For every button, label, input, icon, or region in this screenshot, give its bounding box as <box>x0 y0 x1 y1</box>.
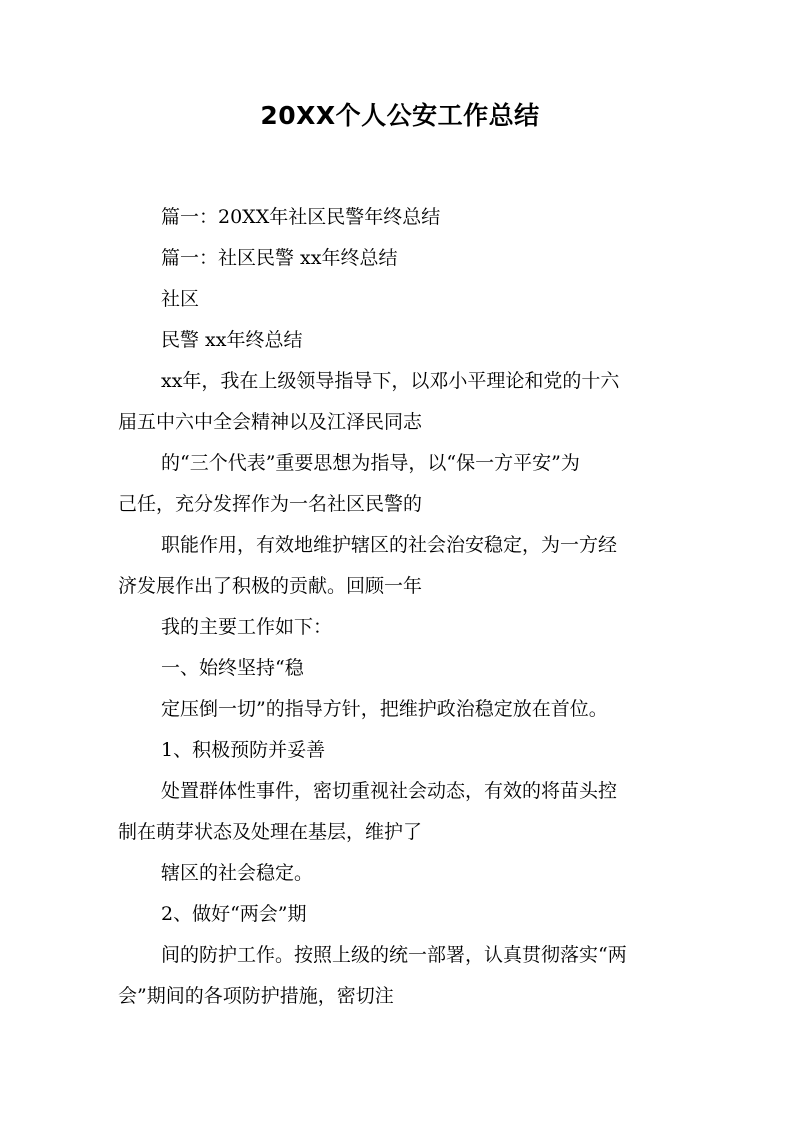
text-line: xx年，我在上级领导指导下，以邓小平理论和党的十六 <box>161 370 620 392</box>
text-line: 定压倒一切”的指导方针，把维护政治稳定放在首位。 <box>161 698 608 720</box>
text-line: 我的主要工作如下： <box>161 616 333 638</box>
text-line: 一、始终坚持“稳 <box>161 657 304 679</box>
text-line: 篇一：社区民警 xx年终总结 <box>161 247 398 269</box>
text-line: 篇一：20XX年社区民警年终总结 <box>161 206 441 228</box>
text-line: 制在萌芽状态及处理在基层，维护了 <box>118 821 423 843</box>
text-line: 职能作用，有效地维护辖区的社会治安稳定，为一方经 <box>161 534 618 556</box>
document-body <box>118 197 688 1017</box>
text-line: 1、积极预防并妥善 <box>161 739 326 761</box>
text-line: 2、做好“两会”期 <box>161 903 307 925</box>
text-line: 的“三个代表”重要思想为指导，以“保一方平安”为 <box>161 452 580 474</box>
document-title: 20XX个人公安工作总结 <box>260 101 540 130</box>
text-line: 济发展作出了积极的贡献。回顾一年 <box>118 575 423 597</box>
text-line: 处置群体性事件，密切重视社会动态，有效的将苗头控 <box>161 780 618 802</box>
text-line: 民警 xx年终总结 <box>161 329 303 351</box>
text-line: 社区 <box>161 288 200 310</box>
text-line: 间的防护工作。按照上级的统一部署，认真贯彻落实“两 <box>161 944 627 966</box>
text-line: 会”期间的各项防护措施，密切注 <box>118 985 394 1007</box>
text-line: 己任，充分发挥作为一名社区民警的 <box>118 493 423 515</box>
text-line: 辖区的社会稳定。 <box>161 862 314 884</box>
text-line: 届五中六中全会精神以及江泽民同志 <box>118 411 423 433</box>
